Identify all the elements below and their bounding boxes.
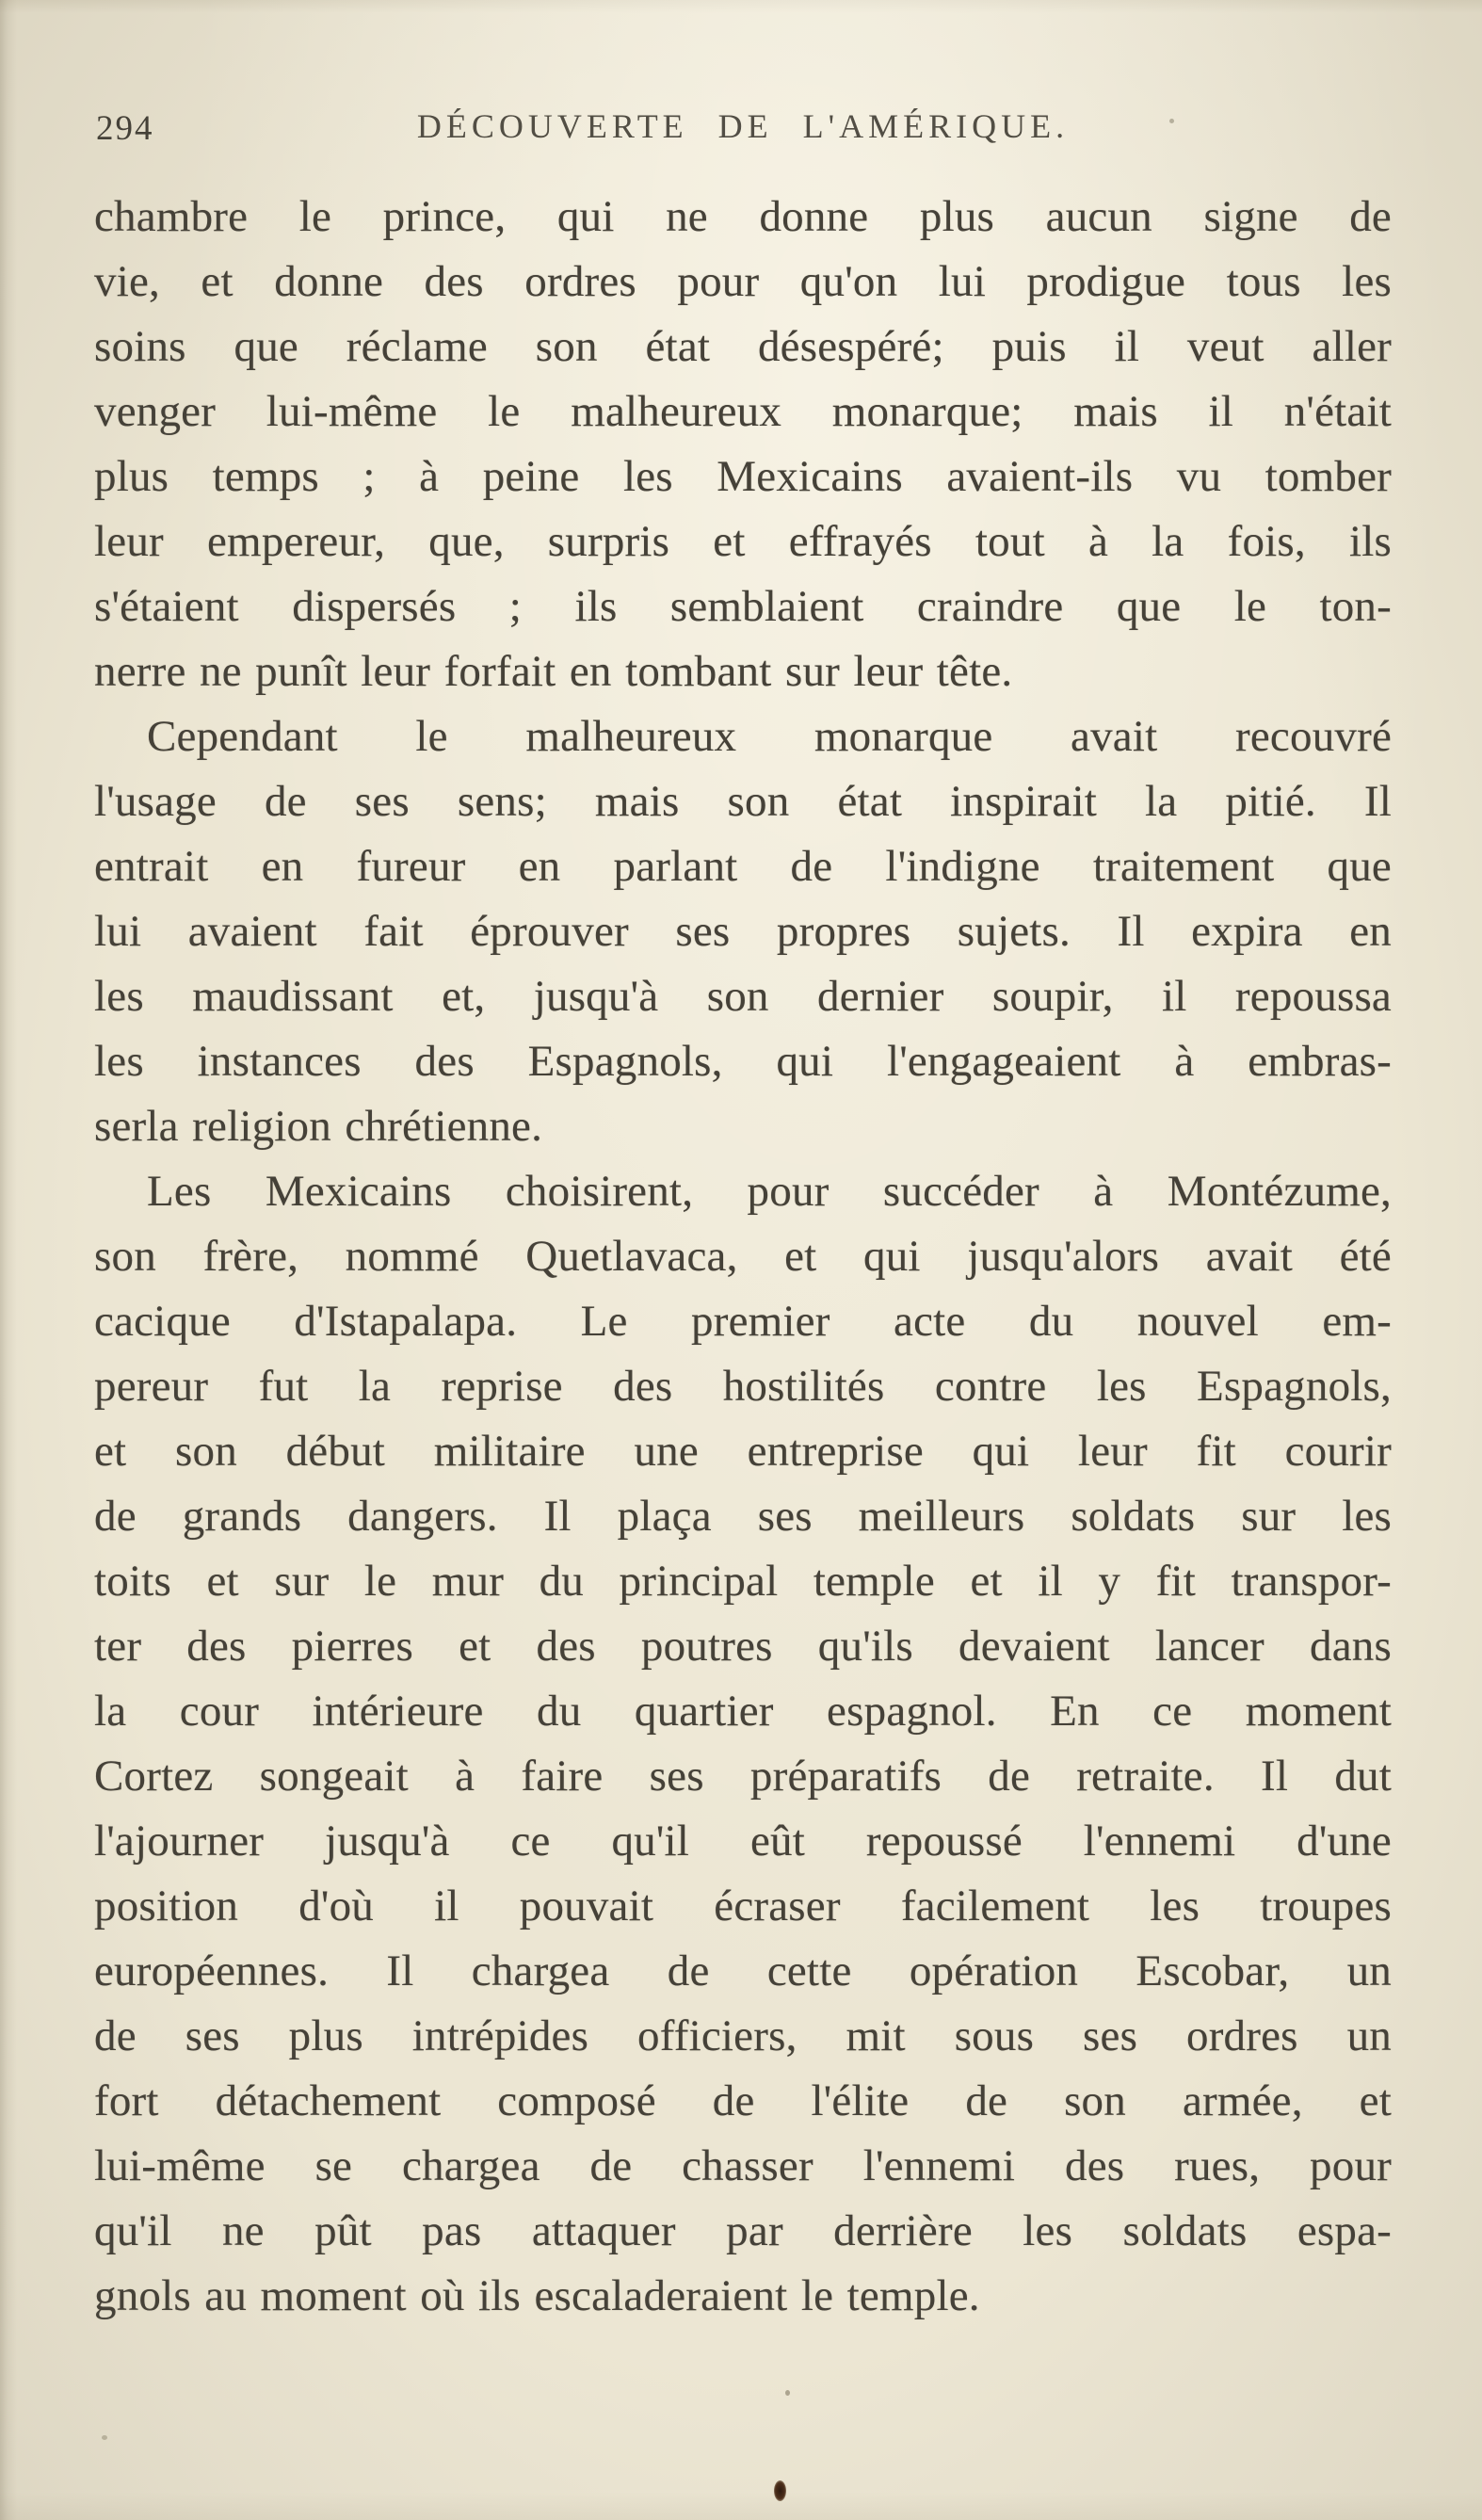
text-line: venger lui-même le malheureux monarque; mais il n'était — [94, 387, 1392, 436]
text-line: Cependant le malheureux monarque avait recouvré — [147, 712, 1392, 761]
page-header — [94, 104, 1392, 156]
text-line: position d'où il pouvait écraser facilement les troupes — [94, 1882, 1392, 1930]
text-line: chambre le prince, qui ne donne plus aucun signe de — [94, 192, 1392, 241]
ink-spot — [774, 2480, 786, 2501]
text-line: les maudissant et, jusqu'à son dernier soupir, il repoussa — [94, 972, 1392, 1021]
paragraph — [94, 704, 1392, 1159]
text-line: soins que réclame son état désespéré; puis il veut aller — [94, 322, 1392, 371]
paper-speck — [785, 2390, 790, 2396]
text-line: s'étaient dispersés ; ils semblaient craindre que le ton- — [94, 582, 1392, 631]
text-line: plus temps ; à peine les Mexicains avaient-ils vu tomber — [94, 452, 1392, 501]
running-title: DÉCOUVERTE DE L'AMÉRIQUE. — [416, 107, 1070, 145]
text-line: leur empereur, que, surpris et effrayés tout à la fois, ils — [94, 517, 1392, 566]
text-line: pereur fut la reprise des hostilités contre les Espagnols, — [94, 1362, 1392, 1411]
page-body — [94, 185, 1392, 2329]
text-line: fort détachement composé de l'élite de son armée, et — [94, 2076, 1392, 2125]
text-line: la cour intérieure du quartier espagnol. En ce moment — [94, 1687, 1392, 1736]
text-line: nerre ne punît leur forfait en tombant sur leur tête. — [94, 647, 1013, 696]
text-line: de ses plus intrépides officiers, mit sous ses ordres un — [94, 2011, 1392, 2060]
text-line: européennes. Il chargea de cette opération Escobar, un — [94, 1947, 1392, 1995]
text-line: vie, et donne des ordres pour qu'on lui prodigue tous les — [94, 257, 1392, 306]
text-line: lui-même se chargea de chasser l'ennemi des rues, pour — [94, 2141, 1392, 2190]
text-line: Les Mexicains choisirent, pour succéder à Montézume, — [147, 1167, 1392, 1216]
text-line: entrait en fureur en parlant de l'indigne traitement que — [94, 842, 1392, 891]
text-line: serla religion chrétienne. — [94, 1102, 543, 1151]
paper-speck — [1169, 119, 1174, 123]
text-line: son frère, nommé Quetlavaca, et qui jusqu'alors avait été — [94, 1232, 1392, 1281]
text-line: de grands dangers. Il plaça ses meilleurs soldats sur les — [94, 1492, 1392, 1541]
text-line: l'usage de ses sens; mais son état inspirait la pitié. Il — [94, 777, 1392, 826]
paragraph — [94, 185, 1392, 704]
text-line: gnols au moment où ils escaladeraient le temple. — [94, 2271, 980, 2320]
text-line: l'ajourner jusqu'à ce qu'il eût repoussé l'ennemi d'une — [94, 1817, 1392, 1866]
text-line: toits et sur le mur du principal temple et il y fit transpor- — [94, 1557, 1392, 1606]
text-line: lui avaient fait éprouver ses propres sujets. Il expira en — [94, 907, 1392, 956]
paper-speck — [102, 2435, 107, 2440]
page-number: 294 — [96, 109, 154, 148]
paragraph — [94, 1159, 1392, 2329]
text-line: ter des pierres et des poutres qu'ils devaient lancer dans — [94, 1622, 1392, 1671]
text-line: cacique d'Istapalapa. Le premier acte du nouvel em- — [94, 1297, 1392, 1346]
text-line: Cortez songeait à faire ses préparatifs de retraite. Il dut — [94, 1752, 1392, 1801]
text-line: qu'il ne pût pas attaquer par derrière les soldats espa- — [94, 2206, 1392, 2255]
text-line: les instances des Espagnols, qui l'engageaient à embras- — [94, 1037, 1392, 1086]
text-line: et son début militaire une entreprise qui leur fit courir — [94, 1427, 1392, 1476]
